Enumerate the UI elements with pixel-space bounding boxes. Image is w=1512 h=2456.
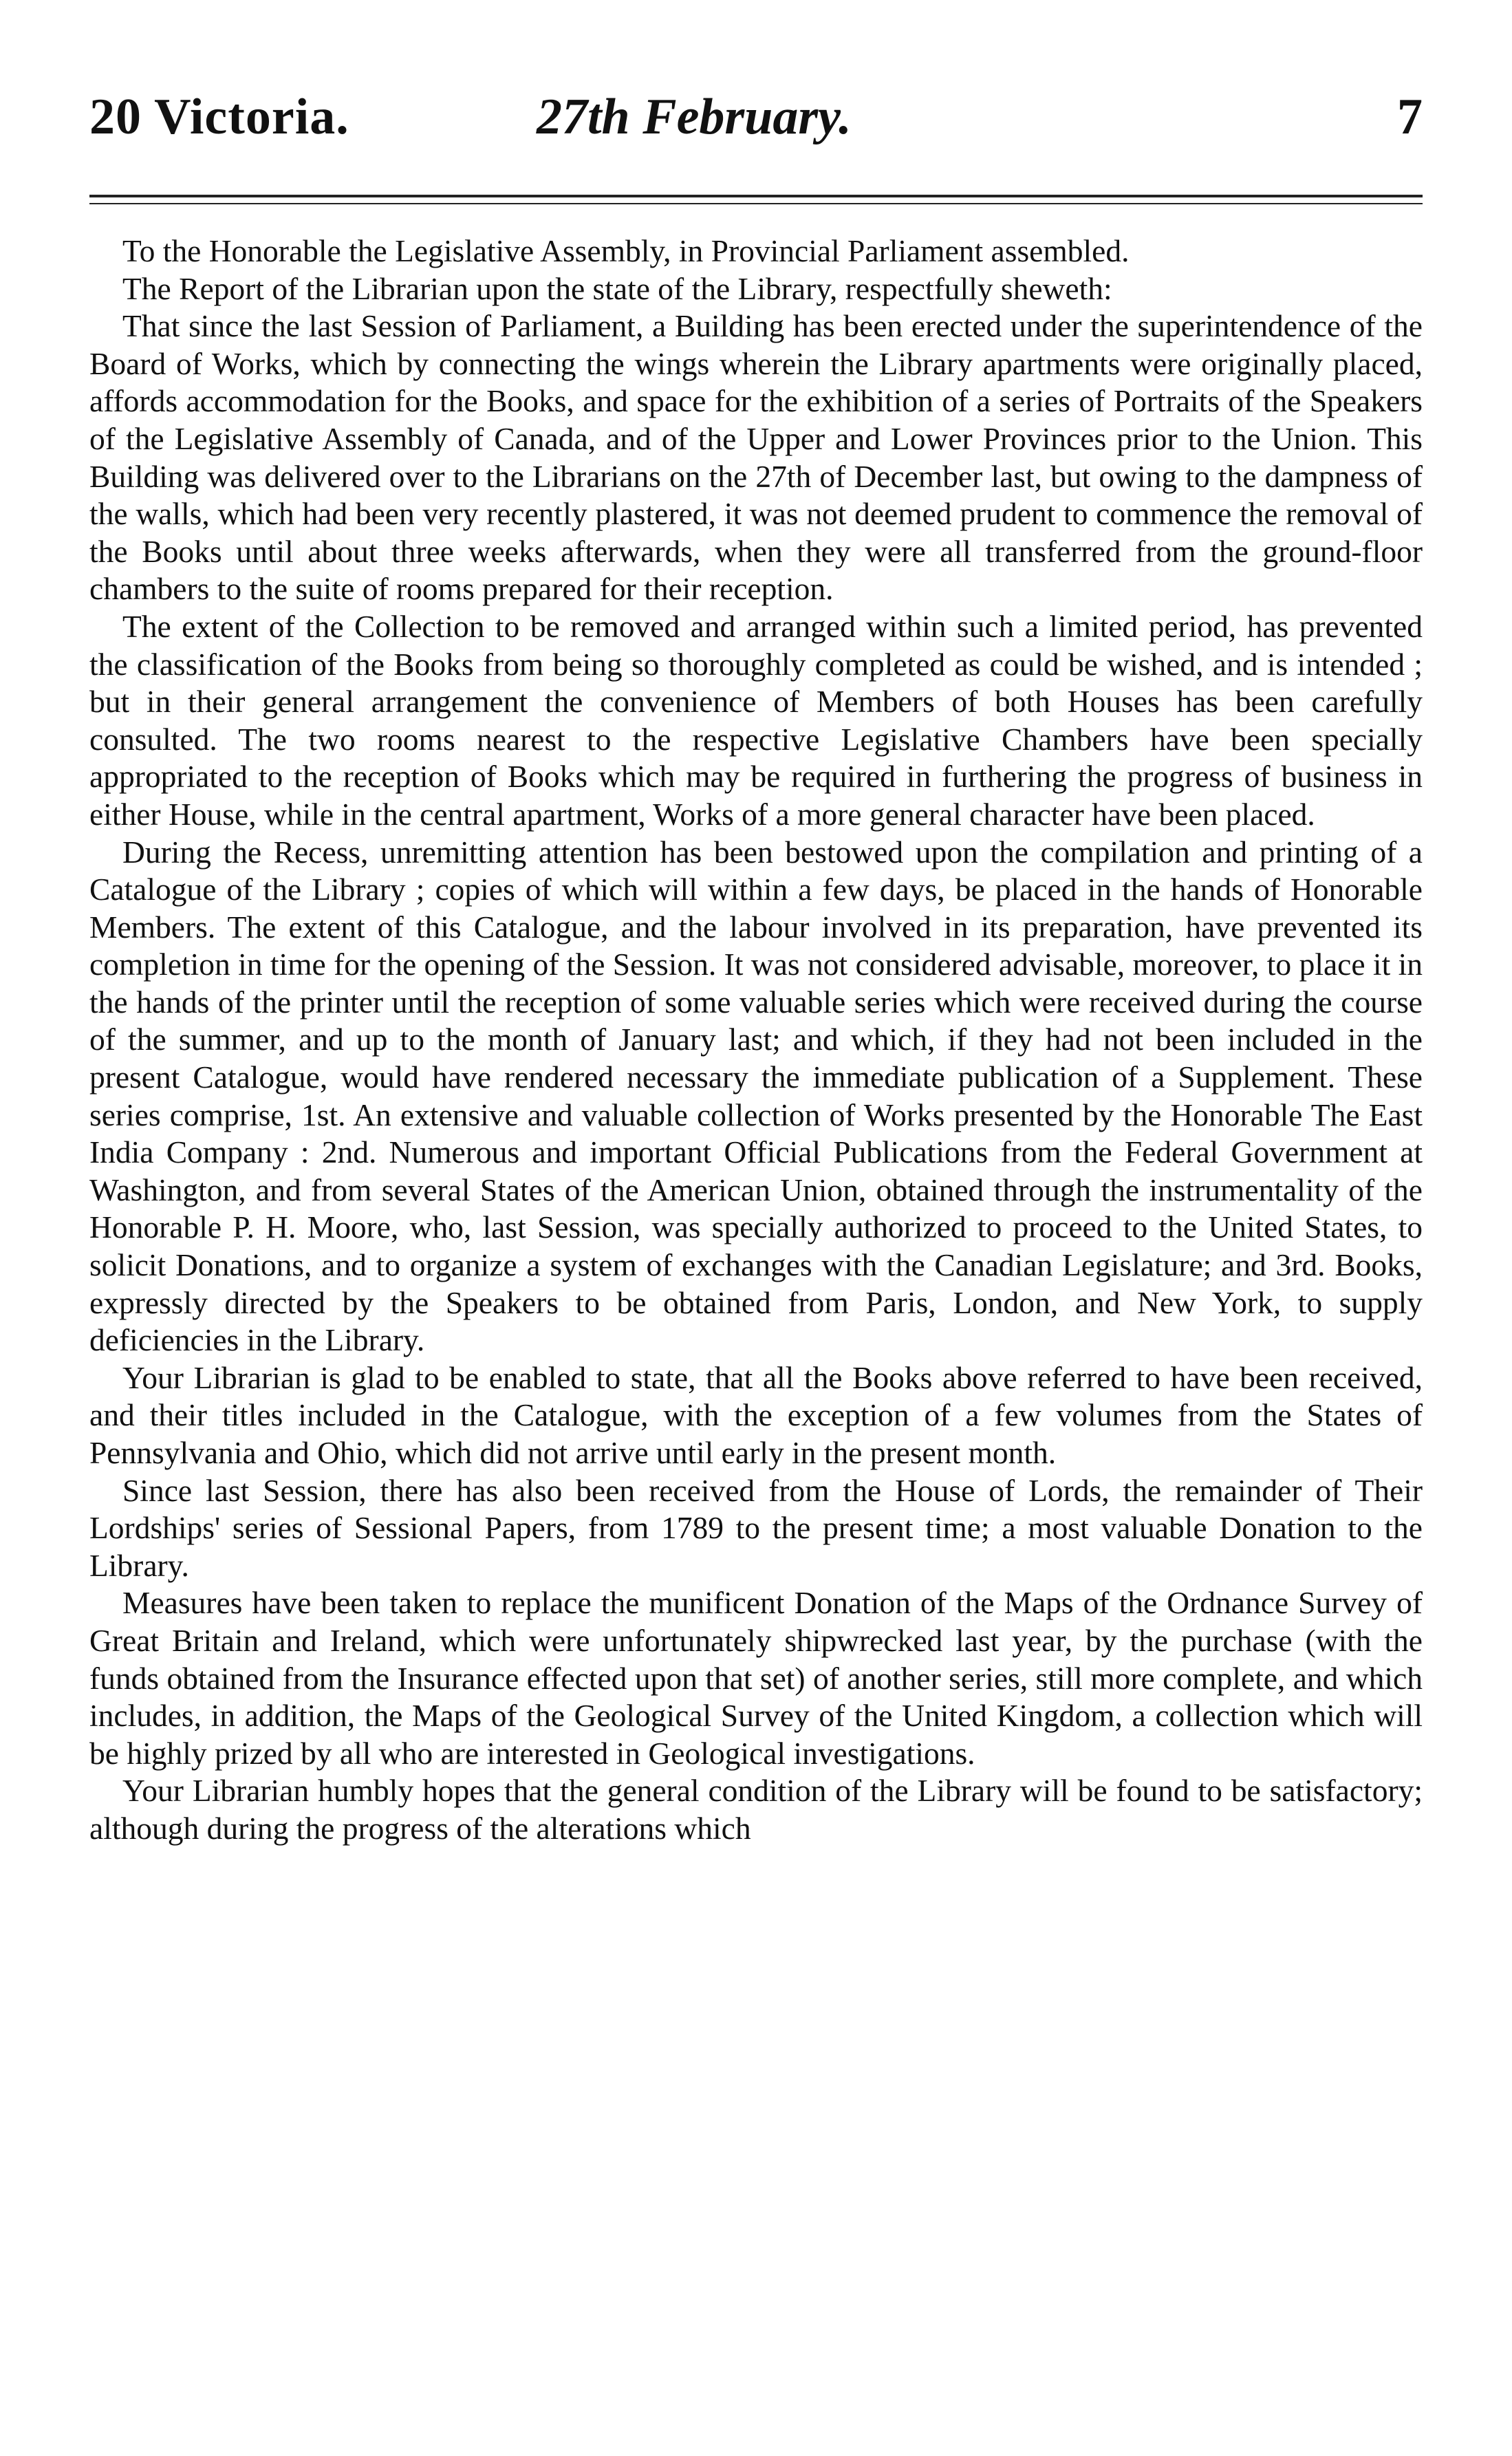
catalogue-paragraph: During the Recess, unremitting attention has been bestowed upon the compilation and printing of a Catalogue of the Library ; copies of which will within a few days, be placed in the hands of Honorable Members. The extent of this Catalogue, and the labour involved in its preparation, have prevented its completion in time for the opening of the Session. It was not considered advisable, moreover, to place it in the hands of the printer until the reception of some valuable series which were received during the course of the summer, and up to the month of January last; and which, if they had not been included in the present Catalogue, would have rendered necessary the immediate publication of a Supplement. These series comprise, 1st. An extensive and valuable collection of Works presented by the Honorable The East India Company : 2nd. Numerous and important Official Publications from the Federal Government at Washington, and from several States of the American Union, obtained through the instrumentality of the Honorable P. H. Moore, who, last Session, was specially authorized to proceed to the United States, to solicit Donations, and to organize a system of exchanges with the Canadian Legislature; and 3rd. Books, expressly directed by the Speakers to be obtained from Paris, London, and New York, to supply deficiencies in the Library. (89, 834, 1423, 1358)
header-rule-thin (89, 203, 1423, 204)
address-paragraph: To the Honorable the Legislative Assembly, in Provincial Parliament assembled. (122, 233, 1130, 268)
maps-paragraph: Measures have been taken to replace the munificent Donation of the Maps of the Ordnance Survey of Great Britain and Ireland, which were unfortunately shipwrecked last year, by the purchase (with the funds obtained from the Insurance effected upon that set) of another series, still more complete, and which includes, in addition, the Maps of the Geological Survey of the United Kingdom, a collection which will be highly prized by all who are interested in Geological investigations. (89, 1585, 1423, 1771)
closing-paragraph: Your Librarian humbly hopes that the general condition of the Library will be found to be satisfactory; although during the progress of the alterations which (89, 1773, 1423, 1846)
building-paragraph: That since the last Session of Parliament, a Building has been erected under the superintendence of the Board of Works, which by connecting the wings wherein the Library apartments were originally placed, affords accommodation for the Books, and space for the exhibition of a series of Portraits of the Speakers of the Legislative Assembly of Canada, and of the Upper and Lower Provinces prior to the Union. This Building was delivered over to the Librarians on the 27th of December last, but owing to the dampness of the walls, which had been very recently plastered, it was not deemed prudent to commence the removal of the Books until about three weeks afterwards, when they were all transferred from the ground-floor chambers to the suite of rooms prepared for their reception. (89, 308, 1423, 607)
house-of-lords-paragraph: Since last Session, there has also been received from the House of Lords, the remainder of Their Lordships' series of Sessional Papers, from 1789 to the present time; a most valuable Donation to the Library. (89, 1472, 1423, 1583)
header-regnal-year: 20 Victoria. (89, 89, 349, 145)
body-text (89, 233, 1423, 1848)
header-date: 27th February. (537, 89, 852, 145)
report-intro-paragraph: The Report of the Librarian upon the state of the Library, respectfully sheweth: (122, 270, 1112, 306)
header-rule-thick (89, 195, 1423, 197)
books-received-paragraph: Your Librarian is glad to be enabled to state, that all the Books above referred to have been received, and their titles included in the Catalogue, with the exception of a few volumes from the States of Pennsylvania and Ohio, which did not arrive until early in the present month. (89, 1359, 1423, 1470)
page-number: 7 (1397, 89, 1423, 145)
collection-paragraph: The extent of the Collection to be removed and arranged within such a limited period, has prevented the classification of the Books from being so thoroughly completed as could be wished, and is intended ; but in their general arrangement the convenience of Members of both Houses has been carefully consulted. The two rooms nearest to the respective Legislative Chambers have been specially appropriated to the reception of Books which may be required in furthering the progress of business in either House, while in the central apartment, Works of a more general character have been placed. (89, 608, 1423, 832)
running-header (89, 88, 1423, 150)
